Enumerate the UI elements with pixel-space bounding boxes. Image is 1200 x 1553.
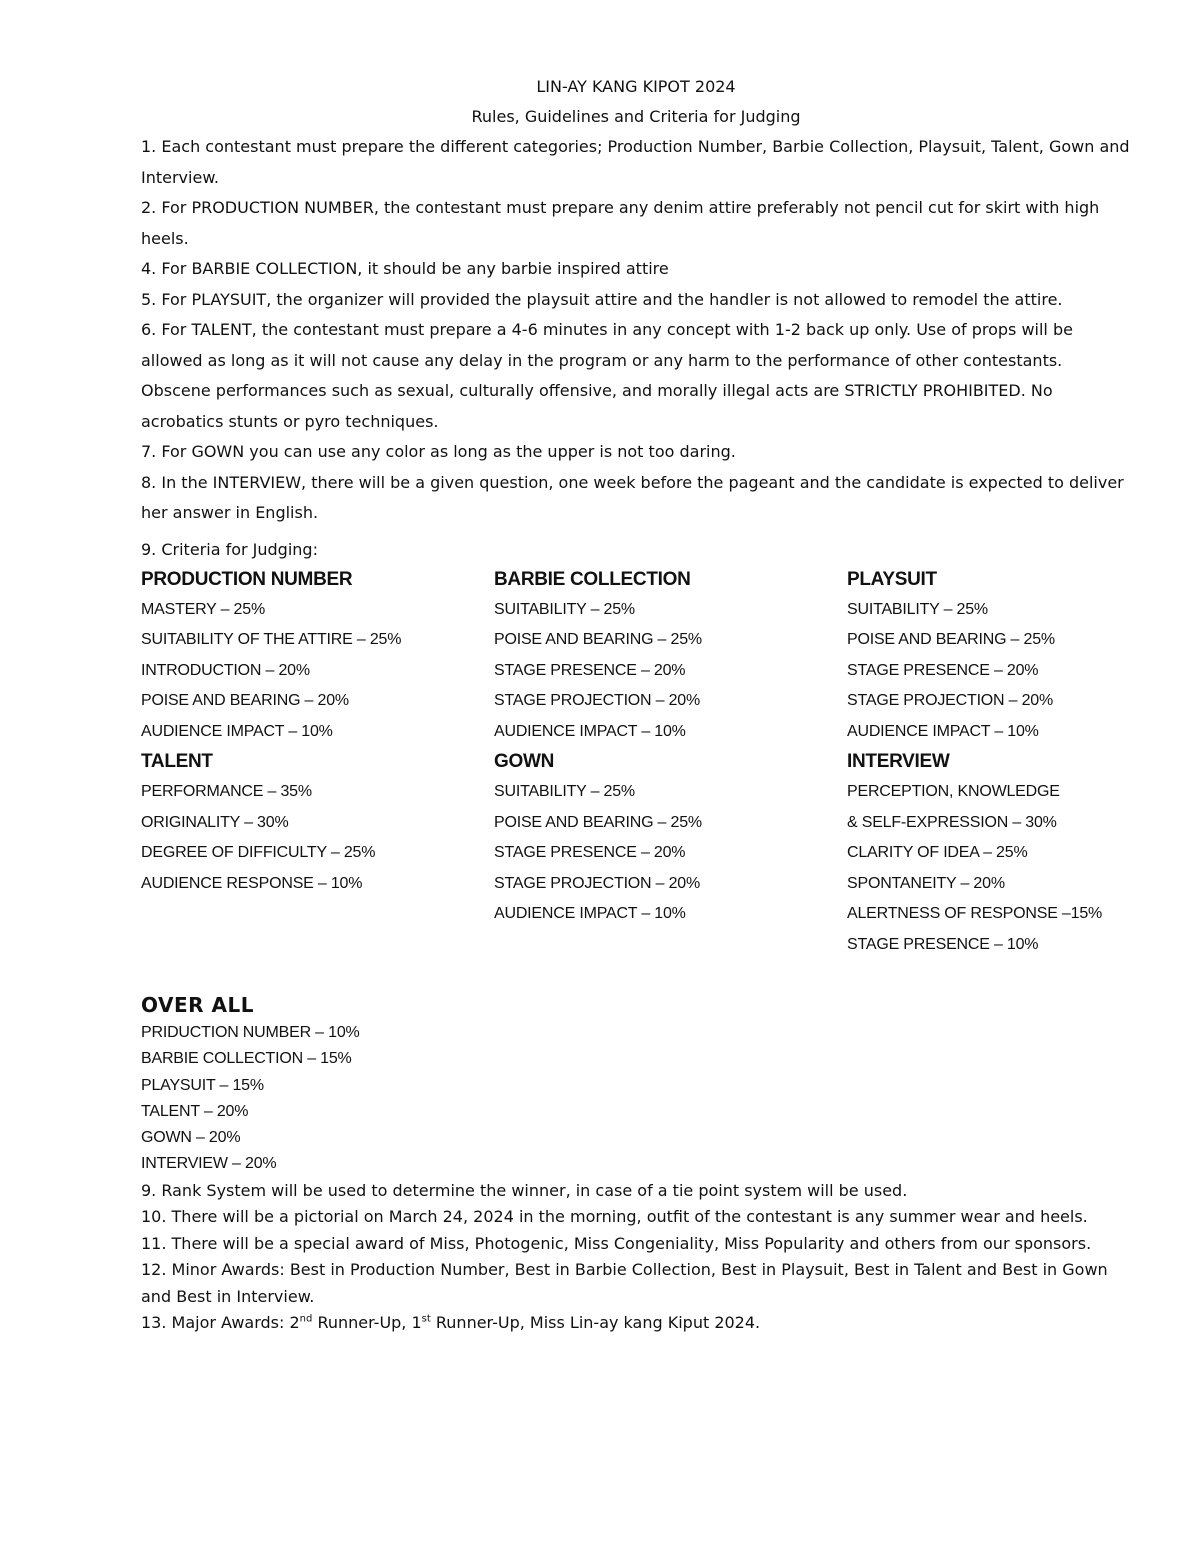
criterion-item: AUDIENCE IMPACT – 10% (847, 722, 1039, 740)
criteria-gown (494, 747, 847, 960)
rule-item: 7. For GOWN you can use any color as long as the upper is not too daring. (141, 442, 736, 461)
rule-item: 11. There will be a special award of Miss, Photogenic, Miss Congeniality, Miss Popularity and others from our sponsors. (141, 1233, 1092, 1253)
criteria-grid-row-2 (141, 747, 1131, 960)
document-title: LIN-AY KANG KIPOT 2024 (536, 77, 736, 96)
rule-item: 5. For PLAYSUIT, the organizer will provided the playsuit attire and the handler is not allowed to remodel the attire. (141, 289, 1063, 309)
criterion-item: AUDIENCE IMPACT – 10% (494, 722, 686, 740)
criterion-item: SUITABILITY OF THE ATTIRE – 25% (141, 631, 402, 648)
criterion-item: STAGE PRESENCE – 20% (847, 661, 1039, 679)
criterion-item: STAGE PRESENCE – 20% (494, 844, 686, 861)
criterion-item: STAGE PRESENCE – 20% (494, 661, 686, 679)
criteria-barbie-collection (494, 565, 847, 748)
criterion-item: STAGE PROJECTION – 20% (494, 692, 701, 709)
criterion-item: DEGREE OF DIFFICULTY – 25% (141, 844, 376, 861)
overall-item: BARBIE COLLECTION – 15% (141, 1050, 352, 1068)
criteria-interview (847, 747, 1137, 960)
overall-item: GOWN – 20% (141, 1129, 241, 1147)
criterion-item: PERCEPTION, KNOWLEDGE (847, 783, 1060, 800)
criterion-item: CLARITY OF IDEA – 25% (847, 844, 1028, 861)
criterion-item: ALERTNESS OF RESPONSE –15% (847, 905, 1103, 922)
criteria-production-number (141, 565, 494, 748)
criterion-item: STAGE PROJECTION – 20% (494, 874, 701, 892)
rule-item: 9. Rank System will be used to determine the winner, in case of a tie point system will be used. (141, 1180, 908, 1200)
rule-item: 4. For BARBIE COLLECTION, it should be any barbie inspired attire (141, 259, 669, 278)
criterion-item: AUDIENCE RESPONSE – 10% (141, 874, 363, 892)
criterion-item: & SELF-EXPRESSION – 30% (847, 813, 1057, 831)
category-title: TALENT (141, 751, 213, 772)
rule-item: 10. There will be a pictorial on March 24, 2024 in the morning, outfit of the contestant is any summer wear and heels. (141, 1207, 1088, 1227)
overall-item: INTERVIEW – 20% (141, 1155, 277, 1173)
category-title: INTERVIEW (847, 751, 950, 772)
rule-item: 8. In the INTERVIEW, there will be a given question, one week before the pageant and the candidate is expected to deliver her answer in English. (141, 472, 1124, 522)
overall-item: TALENT – 20% (141, 1102, 249, 1120)
rule-item: 12. Minor Awards: Best in Production Number, Best in Barbie Collection, Best in Playsuit, Best in Talent and Best in Gown and Best in Interview. (141, 1260, 1108, 1306)
criteria-talent (141, 747, 494, 960)
criterion-item: SUITABILITY – 25% (847, 600, 988, 618)
criterion-item: POISE AND BEARING – 25% (847, 631, 1055, 648)
criterion-item: SUITABILITY – 25% (494, 600, 635, 618)
document-subtitle: Rules, Guidelines and Criteria for Judging (471, 107, 801, 126)
rule-item: 6. For TALENT, the contestant must prepare a 4-6 minutes in any concept with 1-2 back up only. Use of props will be allowed as long as it will not cause any delay in the program or any harm to the performance of other contestants. Obscene performances such as sexual, culturally offensive, and morally illegal acts are STRICTLY PROHIBITED. No acrobatics stunts or pyro techniques. (141, 320, 1073, 431)
overall-item: PLAYSUIT – 15% (141, 1076, 264, 1094)
criterion-item: PERFORMANCE – 35% (141, 783, 312, 800)
criterion-item: STAGE PRESENCE – 10% (847, 935, 1039, 953)
overall-list (141, 1020, 1131, 1178)
category-title: BARBIE COLLECTION (494, 568, 691, 590)
criterion-item: INTRODUCTION – 20% (141, 661, 310, 679)
overall-title: OVER ALL (141, 993, 254, 1017)
final-rules-list (141, 1178, 1131, 1337)
criterion-item: POISE AND BEARING – 25% (494, 631, 702, 648)
major-awards (141, 1310, 1131, 1337)
major-awards-suffix: Runner-Up, Miss Lin-ay kang Kiput 2024. (430, 1313, 761, 1333)
criterion-item: POISE AND BEARING – 20% (141, 692, 349, 709)
criterion-item: AUDIENCE IMPACT – 10% (141, 722, 333, 740)
document-page (141, 72, 1131, 1337)
rules-list (141, 132, 1131, 529)
major-awards-prefix: 13. Major Awards: 2 (141, 1313, 300, 1333)
criterion-item: ORIGINALITY – 30% (141, 813, 289, 831)
criterion-item: MASTERY – 25% (141, 600, 265, 618)
category-title: PLAYSUIT (847, 568, 937, 590)
rule-item: 2. For PRODUCTION NUMBER, the contestant must prepare any denim attire preferably not pencil cut for skirt with high heels. (141, 198, 1100, 248)
criteria-grid-row-1 (141, 565, 1131, 748)
criterion-item: POISE AND BEARING – 25% (494, 813, 702, 831)
criterion-item: AUDIENCE IMPACT – 10% (494, 905, 686, 922)
criteria-playsuit (847, 565, 1137, 748)
category-title: GOWN (494, 751, 555, 772)
criterion-item: SUITABILITY – 25% (494, 783, 635, 800)
superscript-nd: nd (299, 1313, 313, 1325)
criterion-item: SPONTANEITY – 20% (847, 874, 1005, 892)
overall-item: PRIDUCTION NUMBER – 10% (141, 1024, 360, 1041)
criterion-item: STAGE PROJECTION – 20% (847, 692, 1054, 709)
major-awards-middle: Runner-Up, 1 (312, 1313, 422, 1333)
rule-item: 1. Each contestant must prepare the different categories; Production Number, Barbie Collection, Playsuit, Talent, Gown and Interview. (141, 137, 1130, 187)
superscript-st: st (421, 1313, 431, 1325)
criteria-intro: 9. Criteria for Judging: (141, 539, 318, 559)
category-title: PRODUCTION NUMBER (141, 568, 353, 590)
